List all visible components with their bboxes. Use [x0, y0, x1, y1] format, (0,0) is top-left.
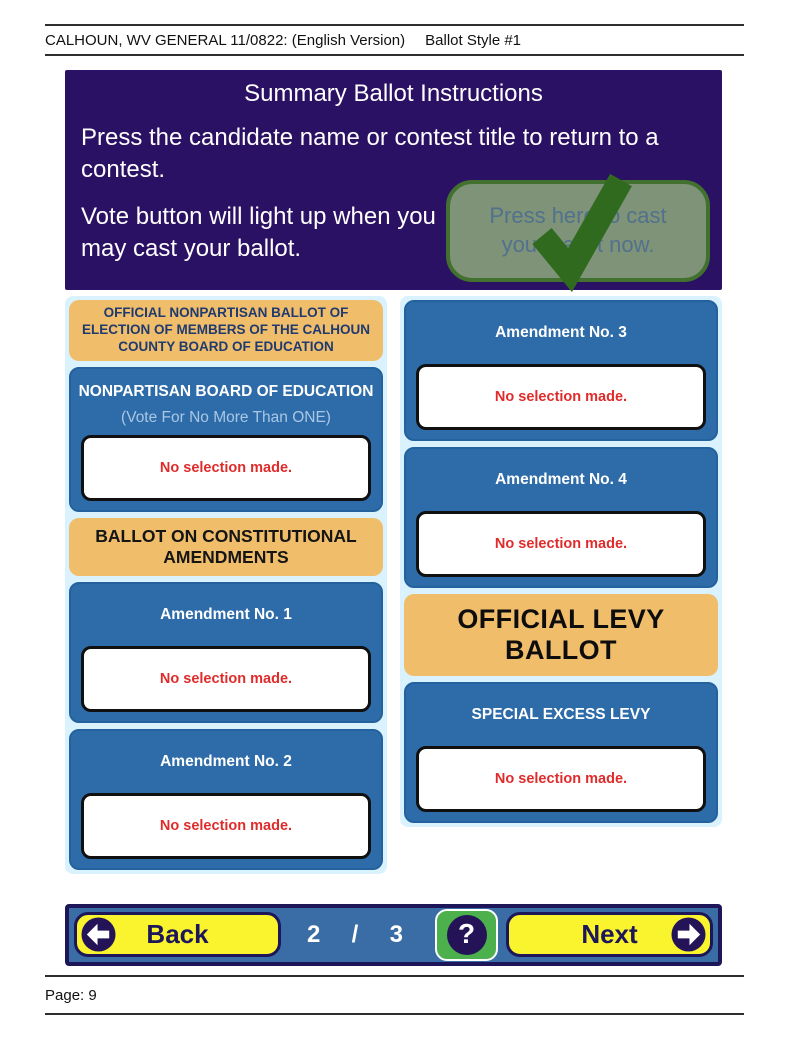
bottom-rule-2 [45, 1013, 744, 1015]
navigation-bar [65, 904, 722, 966]
back-button[interactable] [74, 912, 281, 957]
instruction-line-2: Vote button will light up when you may cast your ballot. [81, 203, 436, 263]
contest-title[interactable]: Amendment No. 3 [495, 324, 627, 341]
page-number-label: Page: 9 [45, 986, 97, 1004]
next-button-label: Next [581, 919, 638, 950]
contest-board-of-education[interactable] [69, 367, 383, 512]
ballot-style-text: Ballot Style #1 [425, 32, 522, 49]
selection-status: No selection made. [159, 459, 293, 476]
cast-ballot-button[interactable] [446, 180, 710, 282]
selection-status: No selection made. [494, 536, 628, 552]
document-header [45, 32, 789, 49]
contest-title[interactable]: Amendment No. 4 [495, 471, 627, 488]
help-button[interactable] [435, 909, 498, 961]
selection-box[interactable] [81, 435, 371, 501]
selection-box[interactable] [416, 511, 706, 577]
page-indicator [307, 921, 403, 949]
left-column [65, 296, 387, 874]
contest-title[interactable]: SPECIAL EXCESS LEVY [471, 706, 651, 723]
contest-amendment-3[interactable] [404, 300, 718, 441]
summary-instructions-panel [65, 70, 722, 290]
selection-box[interactable] [81, 793, 371, 859]
education-ballot-header: OFFICIAL NONPARTISAN BALLOT OF ELECTION OF MEMBERS OF THE CALHOUN COUNTY BOARD OF EDUCATION [69, 300, 383, 361]
official-levy-ballot-header: OFFICIAL LEVY BALLOT [404, 594, 718, 676]
contest-subtitle: (Vote For No More Than ONE) [121, 408, 331, 426]
right-column [400, 296, 722, 827]
constitutional-amendments-header: BALLOT ON CONSTITUTIONAL AMENDMENTS [69, 518, 383, 576]
next-button[interactable] [506, 912, 713, 957]
selection-status: No selection made. [494, 389, 628, 405]
selection-box[interactable] [416, 364, 706, 430]
page-current: 2 [307, 920, 321, 948]
contest-special-excess-levy[interactable] [404, 682, 718, 823]
contest-amendment-2[interactable] [69, 729, 383, 870]
contest-amendment-4[interactable] [404, 447, 718, 588]
cast-ballot-label: Press here to cast your ballot now. [489, 203, 667, 257]
contest-title[interactable]: NONPARTISAN BOARD OF EDUCATION [78, 382, 374, 400]
panel-title: Summary Ballot Instructions [244, 80, 543, 107]
top-rule-1 [45, 24, 744, 26]
selection-box[interactable] [416, 746, 706, 812]
page-separator: / [351, 920, 359, 948]
ballot-info-text: CALHOUN, WV GENERAL 11/0822: (English Version) [45, 32, 406, 49]
selection-status: No selection made. [159, 670, 293, 687]
selection-status: No selection made. [494, 771, 628, 787]
contest-amendment-1[interactable] [69, 582, 383, 723]
arrow-left-icon [81, 917, 116, 952]
back-button-label: Back [146, 919, 209, 950]
arrow-right-icon [671, 917, 706, 952]
bottom-rule-1 [45, 975, 744, 977]
question-mark-icon: ? [447, 915, 487, 955]
contest-title[interactable]: Amendment No. 2 [160, 752, 292, 770]
instruction-line-1: Press the candidate name or contest title to return to a contest. [81, 124, 659, 183]
ballot-summary-columns [65, 296, 722, 874]
page-total: 3 [389, 920, 403, 948]
selection-box[interactable] [81, 646, 371, 712]
selection-status: No selection made. [159, 817, 293, 834]
top-rule-2 [45, 54, 744, 56]
contest-title[interactable]: Amendment No. 1 [160, 605, 292, 623]
